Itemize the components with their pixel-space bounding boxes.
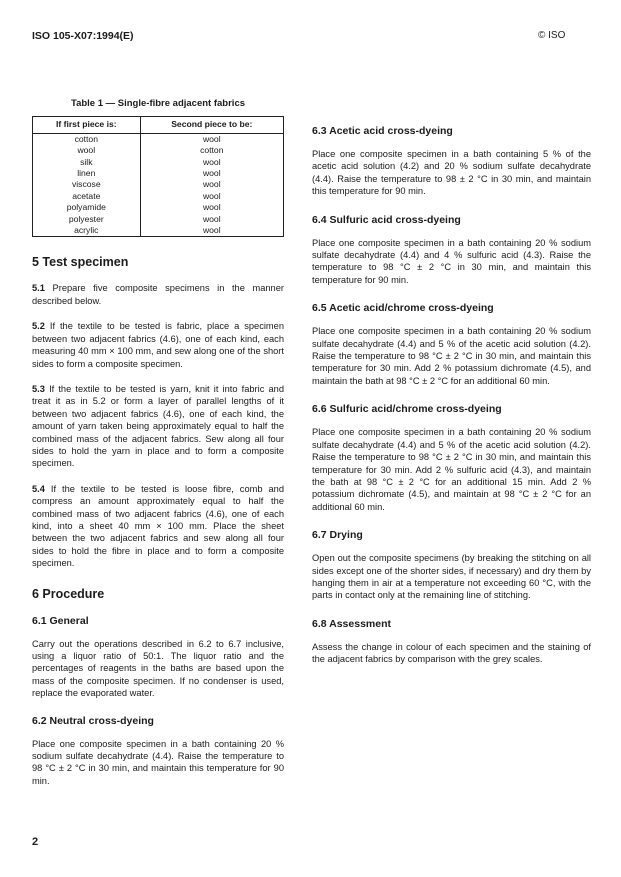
clause-number: 5.3 (32, 383, 45, 394)
table-cell: linen (33, 168, 141, 179)
paragraph-5-1 (32, 282, 284, 307)
section-6-1-heading: 6.1 General (32, 614, 89, 627)
paragraph-6-5: Place one composite specimen in a bath containing 20 % sodium sulfate decahydrate (4.4) and 5 % of the acetic acid solution (4.2). Raise the temperature to 98 °C ± 2 °C in 30 min, and maintain this temperature for 30 min. Add 2 % potassium dichromate (4.5), and maintain the bath at 98 °C ± 2 °C for an additional 60 min. (312, 326, 591, 386)
table-cell: wool (140, 191, 283, 202)
clause-text: If the textile to be tested is fabric, place a specimen between two adjacent fabrics (4.6), one of each kind, each measuring 40 mm × 100 mm, and sew along one of the short sides to form a composite specimen. (32, 321, 284, 369)
left-column (32, 98, 284, 787)
fibre-table (32, 116, 284, 237)
table-cell: wool (140, 157, 283, 168)
table-row (33, 157, 284, 168)
table-cell: acetate (33, 191, 141, 202)
paragraph-6-2: Place one composite specimen in a bath containing 20 % sodium sulfate decahydrate (4.4). Raise the temperature to 98 °C ± 2 °C in 30 min, and maintain this temperature for 90 min. (32, 738, 284, 786)
section-6-8-heading: 6.8 Assessment (312, 617, 391, 630)
page-number: 2 (32, 836, 39, 848)
table-header-first: If first piece is: (33, 117, 141, 133)
section-6-4-heading: 6.4 Sulfuric acid cross-dyeing (312, 213, 461, 226)
clause-text: Prepare five composite specimens in the manner described below. (32, 283, 284, 306)
clause-text: If the textile to be tested is yarn, knit it into fabric and treat it as in 5.2 or form a layer of parallel lengths of it between two adjacent fabrics (4.6), one of each kind, the amount of yarn taken being approximately equal to half the combined mass of the adjacent fabrics. Sew along all four sides to hold the yarn in place and to form a composite specimen. (32, 383, 284, 469)
clause-number: 5.1 (32, 283, 45, 294)
table-cell: silk (33, 157, 141, 168)
section-6-heading: 6 Procedure (32, 586, 105, 601)
paragraph-5-3 (32, 383, 284, 470)
section-5-heading: 5 Test specimen (32, 255, 129, 270)
table-cell: wool (140, 214, 283, 225)
table-cell: viscose (33, 179, 141, 190)
table-row (33, 145, 284, 156)
paragraph-6-7: Open out the composite specimens (by breaking the stitching on all sides except one of the shorter sides, if necessary) and dry them by hanging them in air at a temperature not exceeding 60 °C, with the parts in contact only at the remaining line of stitching. (312, 553, 591, 601)
paragraph-5-2 (32, 320, 284, 370)
table-cell: wool (140, 168, 283, 179)
table-row (33, 214, 284, 225)
table-cell: acrylic (33, 225, 141, 237)
section-6-5-heading: 6.5 Acetic acid/chrome cross-dyeing (312, 302, 494, 315)
paragraph-6-6: Place one composite specimen in a bath containing 20 % sodium sulfate decahydrate (4.4) and 5 % of the acetic acid solution (4.2). Raise the temperature to 98 °C ± 2 °C in 30 min, and maintain this temperature for 30 min. Add 2 % sulfuric acid (4.3), and maintain the bath at 98 °C ± 2 °C for an additional 15 min. Add 2 % potassium dichromate (4.5), and maintain at 98 °C ± 2 °C for an additional 60 min. (312, 427, 591, 512)
table-row (33, 225, 284, 237)
table-cell: polyamide (33, 202, 141, 213)
table-row (33, 191, 284, 202)
section-6-6-heading: 6.6 Sulfuric acid/chrome cross-dyeing (312, 403, 502, 416)
clause-text: If the textile to be tested is loose fibre, comb and compress an amount approximately equal to half the combined mass of two adjacent fabrics (4.6), one of each kind, into a sheet 40 mm × 100 mm. Place the sheet between the two adjacent fabrics and sew along all four sides to hold the fibre in place and to form a composite specimen. (32, 483, 284, 569)
table-row (33, 179, 284, 190)
document-code: ISO 105-X07:1994(E) (32, 30, 134, 42)
table-row (33, 168, 284, 179)
copyright-mark: © ISO (538, 30, 566, 41)
paragraph-6-8: Assess the change in colour of each specimen and the staining of the adjacent fabrics by comparison with the grey scales. (312, 641, 591, 665)
table-cell: wool (140, 202, 283, 213)
table-row (33, 133, 284, 145)
paragraph-6-4: Place one composite specimen in a bath containing 20 % sodium sulfate decahydrate (4.4) and 4 % sulfuric acid (4.3). Raise the temperature to 98 °C ± 2 °C in 30 min, and maintain this temperature for 90 min. (312, 237, 591, 285)
section-6-7-heading: 6.7 Drying (312, 529, 363, 542)
table-cell: wool (140, 133, 283, 145)
table-cell: cotton (140, 145, 283, 156)
table-row (33, 202, 284, 213)
table-cell: wool (140, 225, 283, 237)
clause-number: 5.4 (32, 483, 45, 494)
table-cell: wool (33, 145, 141, 156)
right-column (312, 87, 591, 666)
paragraph-6-1: Carry out the operations described in 6.2 to 6.7 inclusive, using a liquor ratio of 50:1. The liquor ratio and the percentages of reagents in the baths are based upon the mass of the composite specimen. If no condenser is used, replace the evaporated water. (32, 638, 284, 699)
paragraph-5-4 (32, 483, 284, 570)
clause-number: 5.2 (32, 321, 45, 332)
section-6-3-heading: 6.3 Acetic acid cross-dyeing (312, 125, 453, 137)
section-6-2-heading: 6.2 Neutral cross-dyeing (32, 714, 154, 727)
table-cell: wool (140, 179, 283, 190)
table-title: Table 1 — Single-fibre adjacent fabrics (70, 98, 246, 109)
table-header-second: Second piece to be: (140, 117, 283, 133)
table-cell: cotton (33, 133, 141, 145)
paragraph-6-3: Place one composite specimen in a bath containing 5 % of the acetic acid solution (4.2) and 20 % sodium sulfate decahydrate (4.4). Raise the temperature to 98 ± 2 °C in 30 min, and maintain this temperature for 90 min. (312, 149, 591, 197)
table-cell: polyester (33, 214, 141, 225)
